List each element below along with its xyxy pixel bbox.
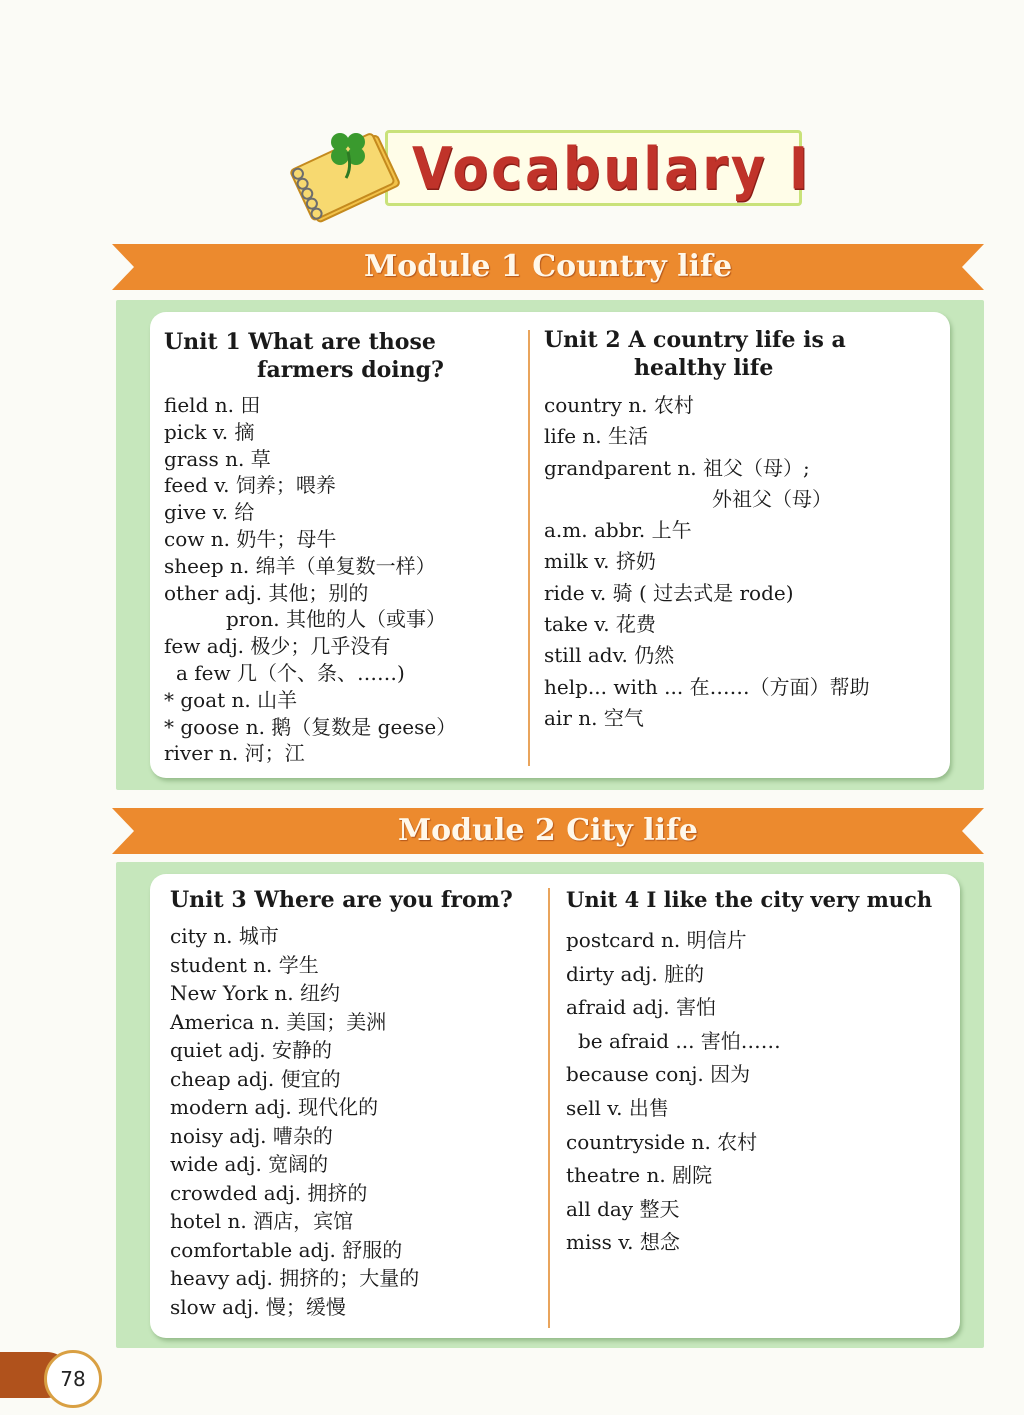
unit-3-column bbox=[170, 886, 542, 1321]
list-item: cow n. 奶牛；母牛 bbox=[164, 526, 337, 551]
list-item: give v. 给 bbox=[164, 500, 255, 525]
unit-1-word-list bbox=[164, 392, 524, 767]
unit-1-column bbox=[164, 328, 524, 767]
list-item: slow adj. 慢；缓慢 bbox=[170, 1294, 346, 1319]
list-item: pron. 其他的人（或事） bbox=[226, 607, 446, 632]
unit-3-title: Unit 3 Where are you from? bbox=[170, 887, 513, 913]
list-item: dirty adj. 脏的 bbox=[566, 961, 705, 986]
list-item: wide adj. 宽阔的 bbox=[170, 1152, 329, 1176]
list-item: countryside n. 农村 bbox=[566, 1129, 758, 1154]
list-item: * goose n. 鹅（复数是 geese） bbox=[164, 714, 457, 739]
list-item: ride v. 骑 ( 过去式是 rode) bbox=[544, 580, 794, 605]
list-item: life n. 生活 bbox=[544, 424, 648, 449]
list-item: because conj. 因为 bbox=[566, 1062, 751, 1087]
list-item: few adj. 极少；几乎没有 bbox=[164, 634, 391, 659]
unit-2-word-list bbox=[544, 390, 944, 734]
module-1-heading: Module 1 Country life bbox=[363, 249, 733, 284]
list-item: student n. 学生 bbox=[170, 952, 319, 977]
list-item: a.m. abbr. 上午 bbox=[544, 518, 692, 543]
unit-4-title: Unit 4 I like the city very much bbox=[566, 887, 933, 912]
list-item: * goat n. 山羊 bbox=[164, 687, 298, 712]
list-item: 外祖父（母） bbox=[712, 486, 832, 511]
unit-2-column bbox=[544, 326, 944, 734]
list-item: sell v. 出售 bbox=[566, 1095, 669, 1120]
unit-2-title: Unit 2 A country life is a healthy life bbox=[544, 327, 846, 381]
list-item: sheep n. 绵羊（单复数一样） bbox=[164, 553, 436, 578]
notebook-clover-icon bbox=[270, 124, 410, 224]
module-2-divider bbox=[548, 888, 550, 1328]
list-item: still adv. 仍然 bbox=[544, 643, 675, 668]
list-item: grandparent n. 祖父（母）; bbox=[544, 455, 810, 480]
list-item: afraid adj. 害怕 bbox=[566, 995, 717, 1020]
list-item: all day 整天 bbox=[566, 1196, 680, 1221]
unit-4-column bbox=[566, 886, 956, 1260]
list-item: cheap adj. 便宜的 bbox=[170, 1066, 341, 1091]
list-item: field n. 田 bbox=[164, 393, 261, 417]
list-item: grass n. 草 bbox=[164, 446, 271, 471]
list-item: country n. 农村 bbox=[544, 393, 694, 417]
page-title: Vocabulary Ⅰ bbox=[412, 136, 812, 204]
list-item: river n. 河；江 bbox=[164, 741, 305, 766]
list-item: New York n. 纽约 bbox=[170, 981, 340, 1005]
unit-1-title: Unit 1 What are those farmers doing? bbox=[164, 329, 444, 383]
list-item: a few 几（个、条、……) bbox=[176, 660, 405, 685]
list-item: miss v. 想念 bbox=[566, 1230, 680, 1255]
module-2-ribbon bbox=[112, 808, 984, 854]
list-item: modern adj. 现代化的 bbox=[170, 1095, 379, 1119]
list-item: postcard n. 明信片 bbox=[566, 928, 747, 952]
module-2-heading: Module 2 City life bbox=[397, 813, 699, 848]
list-item: hotel n. 酒店，宾馆 bbox=[170, 1209, 354, 1233]
list-item: crowded adj. 拥挤的 bbox=[170, 1180, 368, 1205]
list-item: feed v. 饲养；喂养 bbox=[164, 473, 336, 498]
module-1-ribbon bbox=[112, 244, 984, 290]
page-number: 78 bbox=[44, 1350, 102, 1408]
list-item: heavy adj. 拥挤的；大量的 bbox=[170, 1266, 420, 1290]
unit-4-word-list bbox=[566, 924, 956, 1260]
list-item: noisy adj. 嘈杂的 bbox=[170, 1123, 333, 1148]
list-item: comfortable adj. 舒服的 bbox=[170, 1237, 403, 1262]
list-item: city n. 城市 bbox=[170, 924, 279, 948]
list-item: take v. 花费 bbox=[544, 612, 656, 637]
list-item: theatre n. 剧院 bbox=[566, 1163, 713, 1188]
list-item: help... with ... 在……（方面）帮助 bbox=[544, 674, 870, 699]
list-item: milk v. 挤奶 bbox=[544, 549, 656, 574]
list-item: quiet adj. 安静的 bbox=[170, 1038, 332, 1062]
unit-3-word-list bbox=[170, 922, 542, 1321]
module-1-divider bbox=[528, 330, 530, 766]
list-item: America n. 美国；美洲 bbox=[170, 1009, 387, 1034]
list-item: air n. 空气 bbox=[544, 705, 644, 730]
list-item: be afraid ... 害怕…… bbox=[578, 1028, 781, 1053]
list-item: other adj. 其他；别的 bbox=[164, 580, 369, 605]
list-item: pick v. 摘 bbox=[164, 419, 255, 444]
